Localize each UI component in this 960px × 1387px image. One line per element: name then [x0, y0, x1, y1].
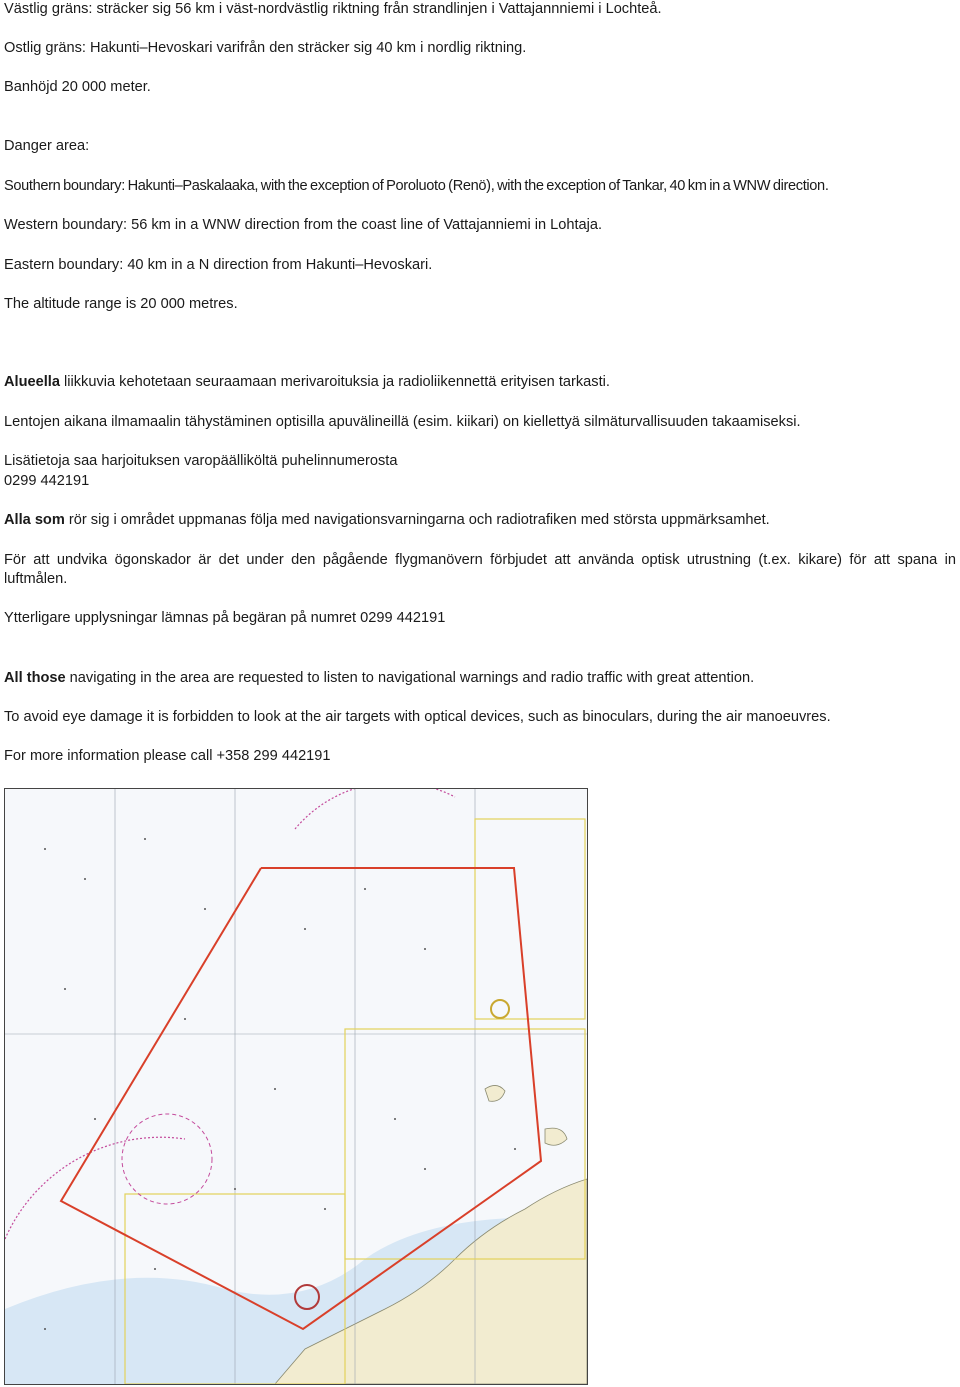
sv-p1-rest: rör sig i området uppmanas följa med navigationsvarningarna och radiotrafiken med största uppmärksamhet. [64, 512, 770, 528]
sv-paragraph-2: För att undvika ögonskador är det under den pågående flygmanövern förbjudet att använda optisk utrustning (t.ex. kikare) för att spana in luftmålen. [4, 552, 956, 587]
en-altitude: The altitude range is 20 000 metres. [4, 296, 238, 312]
en2-paragraph-1 [4, 669, 754, 688]
dashed-circle-zone [122, 1114, 212, 1204]
fi-phone: 0299 442191 [4, 473, 90, 489]
se-west-boundary: Västlig gräns: sträcker sig 56 km i väst-nordvästlig riktning från strandlinjen i Vattajannniemi i Lochteå. [4, 1, 662, 17]
fi-paragraph-1 [4, 373, 610, 392]
compass-rose-west [5, 1137, 185, 1239]
land-island-1 [485, 1085, 505, 1101]
fi-paragraph-3: Lisätietoja saa harjoituksen varopäälliköltä puhelinnumerosta [4, 453, 398, 469]
se-east-boundary: Ostlig gräns: Hakunti–Hevoskari varifrån den sträcker sig 40 km i nordlig riktning. [4, 40, 527, 56]
en2-p1-bold: All those [4, 670, 66, 686]
en-west-boundary: Western boundary: 56 km in a WNW direction from the coast line of Vattajanniemi in Lohtaja. [4, 217, 603, 233]
fi-p1-rest: liikkuvia kehotetaan seuraamaan merivaroituksia ja radioliikennettä erityisen tarkasti. [59, 374, 610, 390]
en2-p1-rest: navigating in the area are requested to listen to navigational warnings and radio traffic with great attention. [65, 670, 755, 686]
fi-p1-bold: Alueella [4, 374, 60, 390]
land-island-2 [545, 1128, 567, 1145]
land-coast-south [275, 1179, 587, 1384]
sv-paragraph-1 [4, 511, 770, 530]
en-south-boundary: Southern boundary: Hakunti–Paskalaaka, with the exception of Poroluoto (Renö), with the exception of Tankar, 40 km in a WNW direction. [4, 178, 829, 194]
en-east-boundary: Eastern boundary: 40 km in a N direction from Hakunti–Hevoskari. [4, 257, 433, 273]
sv-paragraph-3: Ytterligare upplysningar lämnas på begäran på numret 0299 442191 [4, 610, 446, 626]
danger-area-heading: Danger area: [4, 138, 90, 154]
se-altitude: Banhöjd 20 000 meter. [4, 79, 151, 95]
en2-paragraph-2: To avoid eye damage it is forbidden to look at the air targets with optical devices, such as binoculars, during the air manoeuvres. [4, 709, 831, 725]
nautical-chart-map [4, 788, 588, 1385]
sv-p1-bold: Alla som [4, 512, 65, 528]
chart-svg [5, 789, 587, 1384]
navigation-mark-1 [491, 1000, 509, 1018]
compass-rose-north [295, 789, 455, 829]
en2-paragraph-3: For more information please call +358 299 442191 [4, 748, 331, 764]
fi-paragraph-2: Lentojen aikana ilmamaalin tähystäminen optisilla apuvälineillä (esim. kiikari) on kiellettyä silmäturvallisuuden takaamiseksi. [4, 414, 801, 430]
